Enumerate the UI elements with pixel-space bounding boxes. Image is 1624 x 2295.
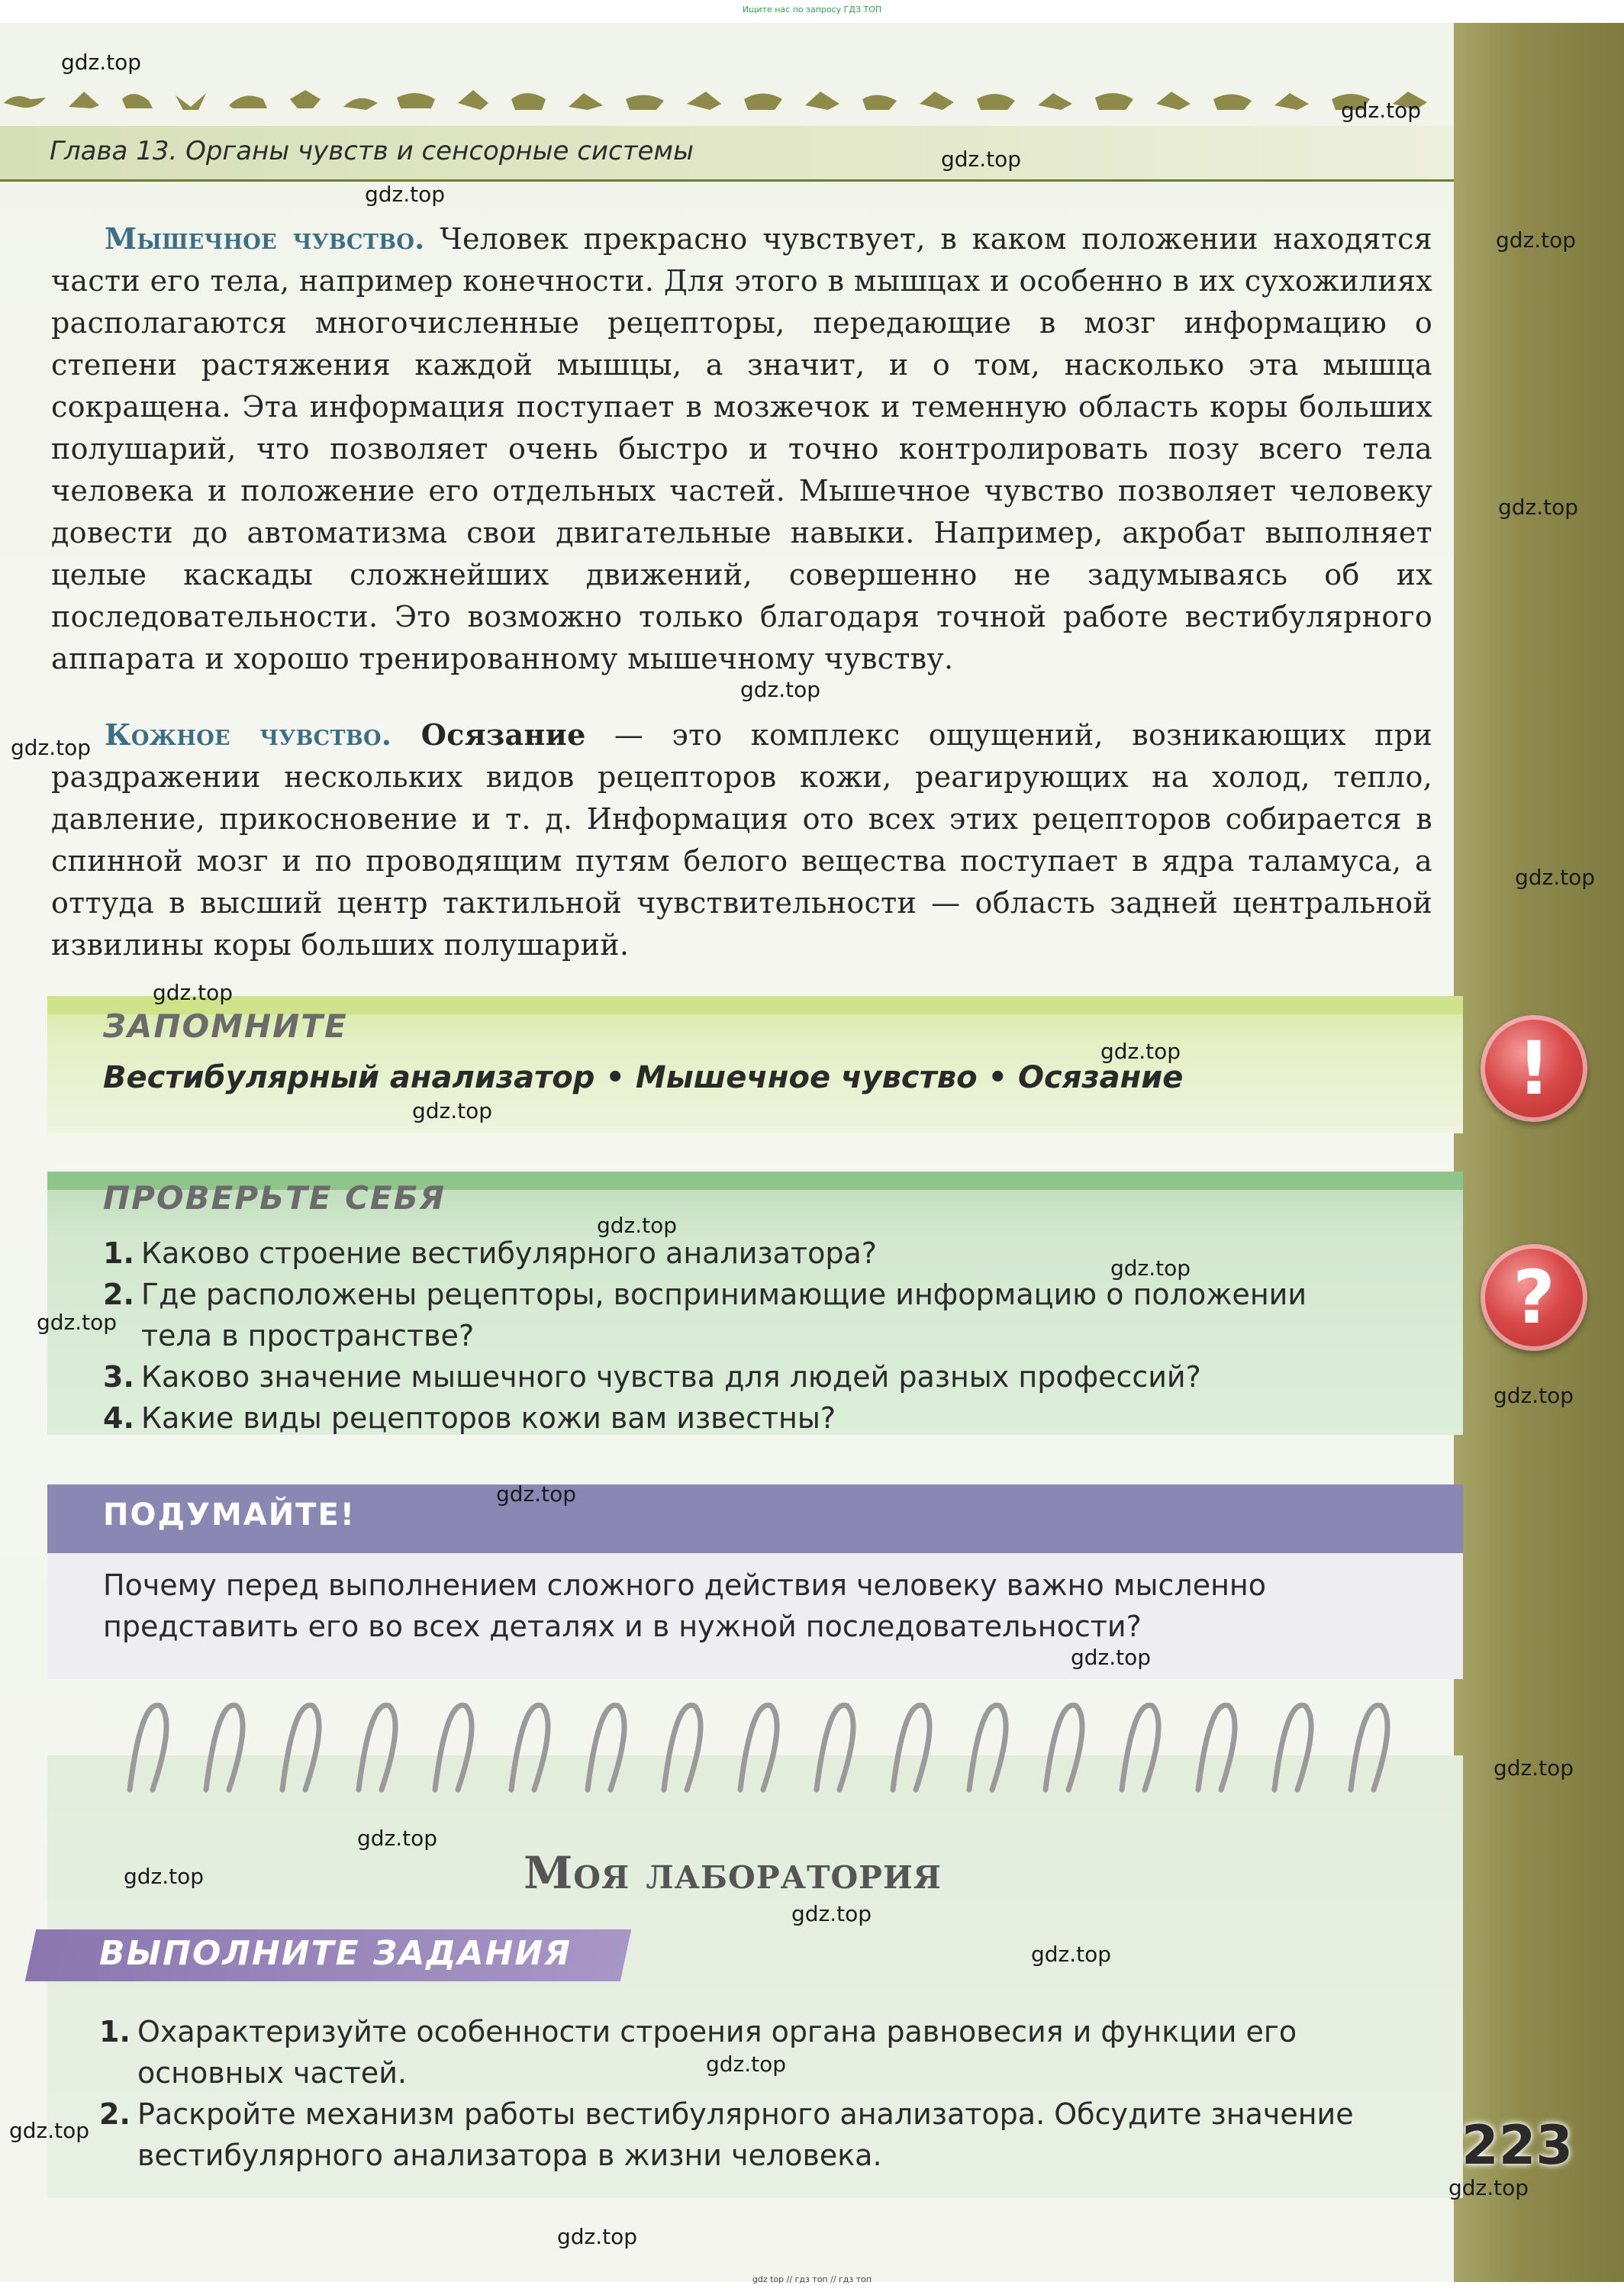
watermark: gdz.top bbox=[37, 1310, 118, 1335]
paragraph-text: Человек прекрасно чувствует, в каком положении находятся части его тела, например конечности. Для этого в мышцах и особенно в их сухожилиях располагаются многочисленные рецепторы, передающие в мозг информацию о степени растяжения каждой мышцы, а значит, и о том, насколько эта мышца сокращена. Эта информация поступает в мозжечок и теменную область коры больших полушарий, что позволяет очень быстро и точно контролировать позу всего тела человека и положение его отдельных частей. Мышечное чувство позволяет человеку довести до автоматизма свои двигательные навыки. Например, акробат выполняет целые каскады сложнейших движений, совершенно не задумываясь об их последовательности. Это возможно только благодаря точной работе вестибулярного аппарата и хорошо тренированному мышечному чувству. bbox=[51, 222, 1432, 675]
task-banner-text: ВЫПОЛНИТЕ ЗАДАНИЯ bbox=[99, 1934, 572, 1973]
watermark: gdz.top bbox=[496, 1481, 577, 1507]
notebook-spiral bbox=[114, 1691, 1450, 1797]
watermark: gdz.top bbox=[1494, 1755, 1574, 1781]
remember-title: ЗАПОМНИТЕ bbox=[103, 1007, 348, 1045]
chapter-title: Глава 13. Органы чувств и сенсорные системы bbox=[50, 136, 694, 166]
watermark: gdz.top bbox=[1031, 1942, 1112, 1967]
watermark: gdz.top bbox=[357, 1826, 438, 1851]
watermark: gdz.top bbox=[9, 2118, 90, 2143]
watermark: gdz.top bbox=[1100, 1039, 1181, 1064]
term-skin-sense: Кожное чувство. bbox=[105, 717, 392, 752]
watermark: gdz.top bbox=[740, 677, 821, 702]
watermark: gdz.top bbox=[1341, 98, 1422, 123]
watermark: gdz.top bbox=[1494, 1383, 1574, 1408]
watermark: gdz.top bbox=[706, 2052, 787, 2077]
watermark: gdz.top bbox=[791, 1901, 872, 1926]
watermark: gdz.top bbox=[1071, 1645, 1152, 1670]
paragraph-skin-sense bbox=[51, 714, 1432, 966]
question-icon: ? bbox=[1481, 1244, 1587, 1351]
watermark: gdz.top bbox=[557, 2224, 638, 2249]
watermark: gdz.top bbox=[597, 1213, 678, 1238]
lab-title: Моя лаборатория bbox=[524, 1847, 942, 1899]
watermark: gdz.top bbox=[1110, 1255, 1191, 1281]
bottom-notice: gdz top // гдз топ // гдз топ bbox=[752, 2274, 872, 2284]
paragraph-muscle-sense bbox=[51, 218, 1432, 680]
watermark: gdz.top bbox=[365, 182, 446, 207]
paragraph-text: — это комплекс ощущений, возникающих при раздражении нескольких видов рецепторов кожи, реагирующих на холод, тепло, давление, прикосновение и т. д. Информация ото всех этих рецепторов собирается в спинной мозг и по проводящим путям белого вещества поступает в ядра таламуса, а оттуда в высший центр тактильной чувствительности — область задней центральной извилины коры больших полушарий. bbox=[51, 718, 1432, 962]
remember-terms: Вестибулярный анализатор • Мышечное чувство • Осязание bbox=[103, 1060, 1184, 1095]
question-item: 4. Какие виды рецепторов кожи вам известны? bbox=[103, 1401, 836, 1435]
term-touch: Осязание bbox=[392, 717, 586, 752]
watermark: gdz.top bbox=[1496, 227, 1577, 253]
watermark: gdz.top bbox=[124, 1864, 205, 1889]
think-text: Почему перед выполнением сложного действия человеку важно мысленно представить его во всех деталях и в нужной последовательности? bbox=[103, 1568, 1267, 1643]
watermark: gdz.top bbox=[941, 147, 1022, 172]
check-title: ПРОВЕРЬТЕ СЕБЯ bbox=[103, 1179, 446, 1217]
animal-silhouette-strip bbox=[0, 76, 1454, 122]
think-title: ПОДУМАЙТЕ! bbox=[103, 1497, 356, 1533]
question-item: 1. Каково строение вестибулярного анализатора? bbox=[103, 1236, 877, 1270]
top-notice: Ищите нас по запросу ГДЗ ТОП bbox=[742, 5, 882, 15]
watermark: gdz.top bbox=[1515, 865, 1596, 890]
task-item: 1. Охарактеризуйте особенности строения органа равновесия и функции его основных частей. bbox=[99, 2015, 1297, 2090]
watermark: gdz.top bbox=[61, 50, 142, 75]
side-band bbox=[1454, 23, 1624, 2282]
task-item: 2. Раскройте механизм работы вестибулярного анализатора. Обсудите значение вестибулярного анализатора в жизни человека. bbox=[99, 2097, 1354, 2172]
watermark: gdz.top bbox=[412, 1098, 493, 1123]
watermark: gdz.top bbox=[153, 980, 234, 1005]
question-item: 2. Где расположены рецепторы, воспринимающие информацию о положении тела в пространстве? bbox=[103, 1278, 1307, 1352]
watermark: gdz.top bbox=[11, 735, 92, 760]
question-item: 3. Каково значение мышечного чувства для людей разных профессий? bbox=[103, 1360, 1201, 1394]
attention-icon: ! bbox=[1481, 1015, 1587, 1122]
term-muscle-sense: Мышечное чувство. bbox=[105, 221, 425, 256]
watermark: gdz.top bbox=[1448, 2175, 1529, 2200]
lab-tasks bbox=[99, 2011, 1397, 2176]
watermark: gdz.top bbox=[1498, 495, 1579, 520]
page-number: 223 bbox=[1461, 2114, 1574, 2177]
